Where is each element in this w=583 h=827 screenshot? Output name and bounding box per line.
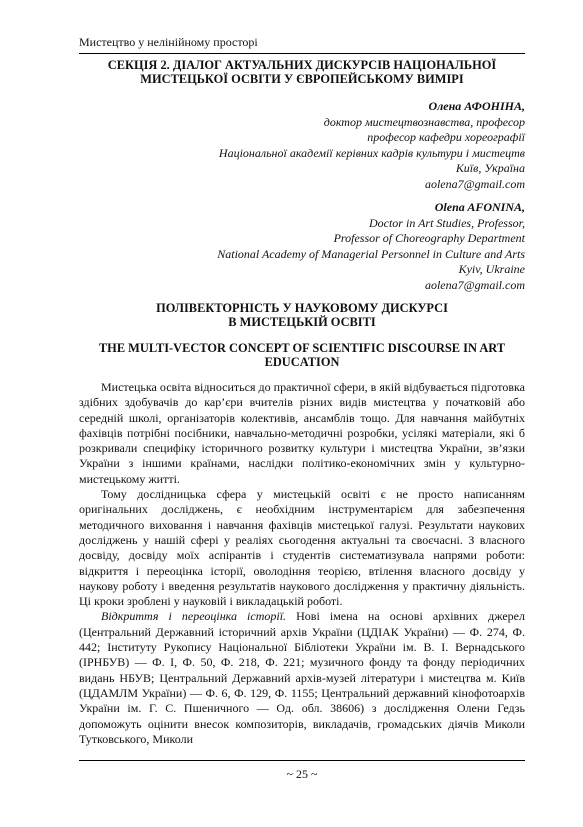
author-affiliation-en [79,200,525,294]
footer-rule [79,760,525,761]
paper-title-ua-line-2: В МИСТЕЦЬКІЙ ОСВІТІ [228,315,376,330]
author-affiliation-ua [79,99,525,193]
paragraph-3 [79,609,525,747]
author-email-en: aolena7@gmail.com [424,277,525,292]
paper-title-en [79,341,525,369]
author-institution-en: National Academy of Managerial Personnel in Culture and Arts [217,246,525,261]
body-text [79,380,525,747]
author-name-ua: Олена АФОНІНА, [428,99,525,113]
author-location-ua: Київ, Україна [455,161,525,176]
paper-title-ua [79,301,525,329]
section-title [79,58,525,86]
paragraph-3-lead: Відкриття і переоцінка історії. [101,609,287,624]
paragraph-1: Мистецька освіта відноситься до практичної сфери, в якій відбувається підготовка здібних здобувачів до кар’єри вчителів різних видів мистецтва у початковій або середній школі, організаторів колективів, ансамблів тощо. Для навчання майбутніх фахівців потрібні посібники, навчально-методичні розробки, усілякі матеріали, які б розкривали специфіку історичного розвитку культури і мистецтва України, зв’язки України з іншими країнами, наслідки політико-економічних змін у культурно-мистецькому житті. [79,380,525,486]
author-email-ua: aolena7@gmail.com [424,176,525,191]
section-title-line-1: СЕКЦІЯ 2. ДІАЛОГ АКТУАЛЬНИХ ДИСКУРСІВ НАЦІОНАЛЬНОЇ [107,58,497,72]
running-head: Мистецтво у нелінійному просторі [79,35,258,49]
header-rule [79,53,525,54]
paper-title-en-line-2: EDUCATION [264,355,340,370]
paper-title-ua-line-1: ПОЛІВЕКТОРНІСТЬ У НАУКОВОМУ ДИСКУРСІ [156,301,448,315]
author-position-ua: професор кафедри хореографії [367,130,525,145]
page-number: ~ 25 ~ [286,767,318,781]
section-title-line-2: МИСТЕЦЬКОЇ ОСВІТИ У ЄВРОПЕЙСЬКОМУ ВИМІРІ [140,72,464,86]
author-degree-ua: доктор мистецтвознавства, професор [323,114,525,129]
paper-title-en-line-1: THE MULTI-VECTOR CONCEPT OF SCIENTIFIC DISCOURSE IN ART [98,341,506,355]
paragraph-3-text: Нові імена на основі архівних джерел (Центральний Державний історичний архів України (ЦДІАК України) — Ф. 274, Ф. 442; Інституту Рукопису Національної Бібліотеки України ім. В. І. Вернадського (ІРНБУВ) — Ф. І, Ф. 50, Ф. 218, Ф. 221; музичного фонду та фонду періодичних видань НБУВ; Центральний Державний архів-музей літератури і мистецтва м. Київ (ЦДАМЛМ України) — Ф. 6, Ф. 129, Ф. 1155; Центральний державний кінофотоархів України ім. Г. С. Пшеничного — Од. обл. 38606) з дослідження Олени Гедзь допоможуть оцінити внесок композиторів, викладачів, громадських діячів Миколи Тутковського, Миколи [79,609,525,746]
author-location-en: Kyiv, Ukraine [458,262,525,277]
author-degree-en: Doctor in Art Studies, Professor, [368,215,525,230]
paragraph-2: Тому дослідницька сфера у мистецькій освіті є не просто написанням оригінальних досліджень, є необхідним інструментарієм для забезпечення методичного виховання і навчання фахівців мистецької галузі. Результати наукових досліджень у нашій сфері у реаліях сьогодення актуальні та своєчасні. З власного досвіду, досвіду моїх аспірантів і студентів систематизувала напрями роботи: відкриття і переоцінка історії, оволодіння теорією, втілення власного досвіду у наукову роботу і введення результатів наукового дослідження у практичну діяльність. Ці кроки зроблені у науковій і викладацькій роботі. [79,487,525,609]
author-name-en: Olena AFONINA, [434,200,525,214]
author-institution-ua: Національної академії керівних кадрів культури і мистецтв [218,145,525,160]
author-position-en: Professor of Choreography Department [333,231,525,246]
